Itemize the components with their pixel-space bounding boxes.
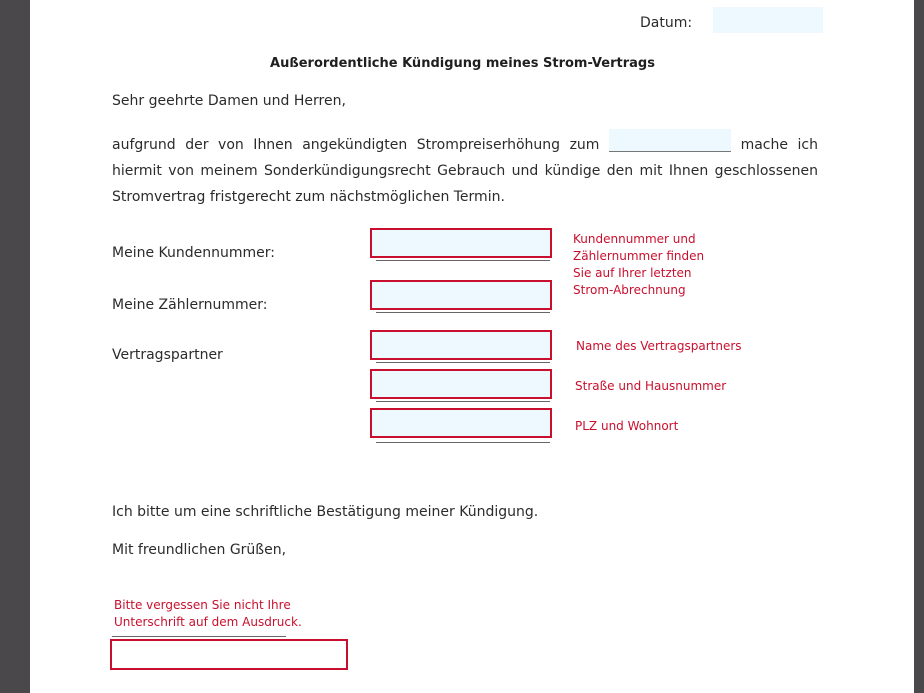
nummern-hint-line: Sie auf Ihrer letzten [573, 266, 692, 280]
vertragspartner-label: Vertragspartner [112, 347, 223, 363]
partner-street-underline [376, 401, 550, 402]
zaehlernummer-field[interactable] [370, 280, 552, 310]
zaehlernummer-label: Meine Zählernummer: [112, 297, 268, 313]
closing-regards: Mit freundlichen Grüßen, [112, 542, 287, 558]
body-paragraph [112, 129, 818, 210]
kundennummer-field[interactable] [370, 228, 552, 258]
datum-field[interactable] [713, 7, 823, 33]
kundennummer-label: Meine Kundennummer: [112, 245, 275, 261]
partner-city-field[interactable] [370, 408, 552, 438]
nummern-hint-line: Zählernummer finden [573, 249, 705, 263]
nummern-hint-line: Kundennummer und [573, 232, 696, 246]
paragraph-text-after-date: mache ich [740, 137, 818, 153]
partner-name-underline [376, 362, 550, 363]
partner-name-hint: Name des Vertragspartners [576, 339, 742, 353]
signature-hint-line: Unterschrift auf dem Ausdruck. [114, 615, 302, 629]
partner-name-field[interactable] [370, 330, 552, 360]
partner-street-field[interactable] [370, 369, 552, 399]
nummern-hint-line: Strom-Abrechnung [573, 283, 686, 297]
kundennummer-underline [376, 260, 550, 261]
letter-title: Außerordentliche Kündigung meines Strom-Vertrags [270, 56, 655, 71]
signature-underline [112, 636, 286, 637]
partner-city-underline [376, 442, 550, 443]
nummern-hint [573, 231, 704, 299]
paragraph-line-1 [112, 129, 818, 158]
greeting: Sehr geehrte Damen und Herren, [112, 93, 346, 109]
document-page [30, 0, 914, 693]
partner-city-hint: PLZ und Wohnort [575, 419, 679, 433]
signature-hint [114, 597, 302, 631]
paragraph-text-before-date: aufgrund der von Ihnen angekündigten Strompreiserhöhung zum [112, 137, 600, 153]
paragraph-line-2: hiermit von meinem Sonderkündigungsrecht Gebrauch und kündige den mit Ihnen geschlossenen [112, 163, 818, 179]
partner-street-hint: Straße und Hausnummer [575, 379, 727, 393]
confirmation-request: Ich bitte um eine schriftliche Bestätigung meiner Kündigung. [112, 504, 539, 520]
paragraph-line-3: Stromvertrag fristgerecht zum nächstmöglichen Termin. [112, 189, 505, 205]
datum-label: Datum: [640, 15, 693, 31]
signature-hint-line: Bitte vergessen Sie nicht Ihre [114, 598, 291, 612]
termination-date-field[interactable] [609, 129, 731, 152]
zaehlernummer-underline [376, 312, 550, 313]
signature-field[interactable] [110, 639, 348, 670]
